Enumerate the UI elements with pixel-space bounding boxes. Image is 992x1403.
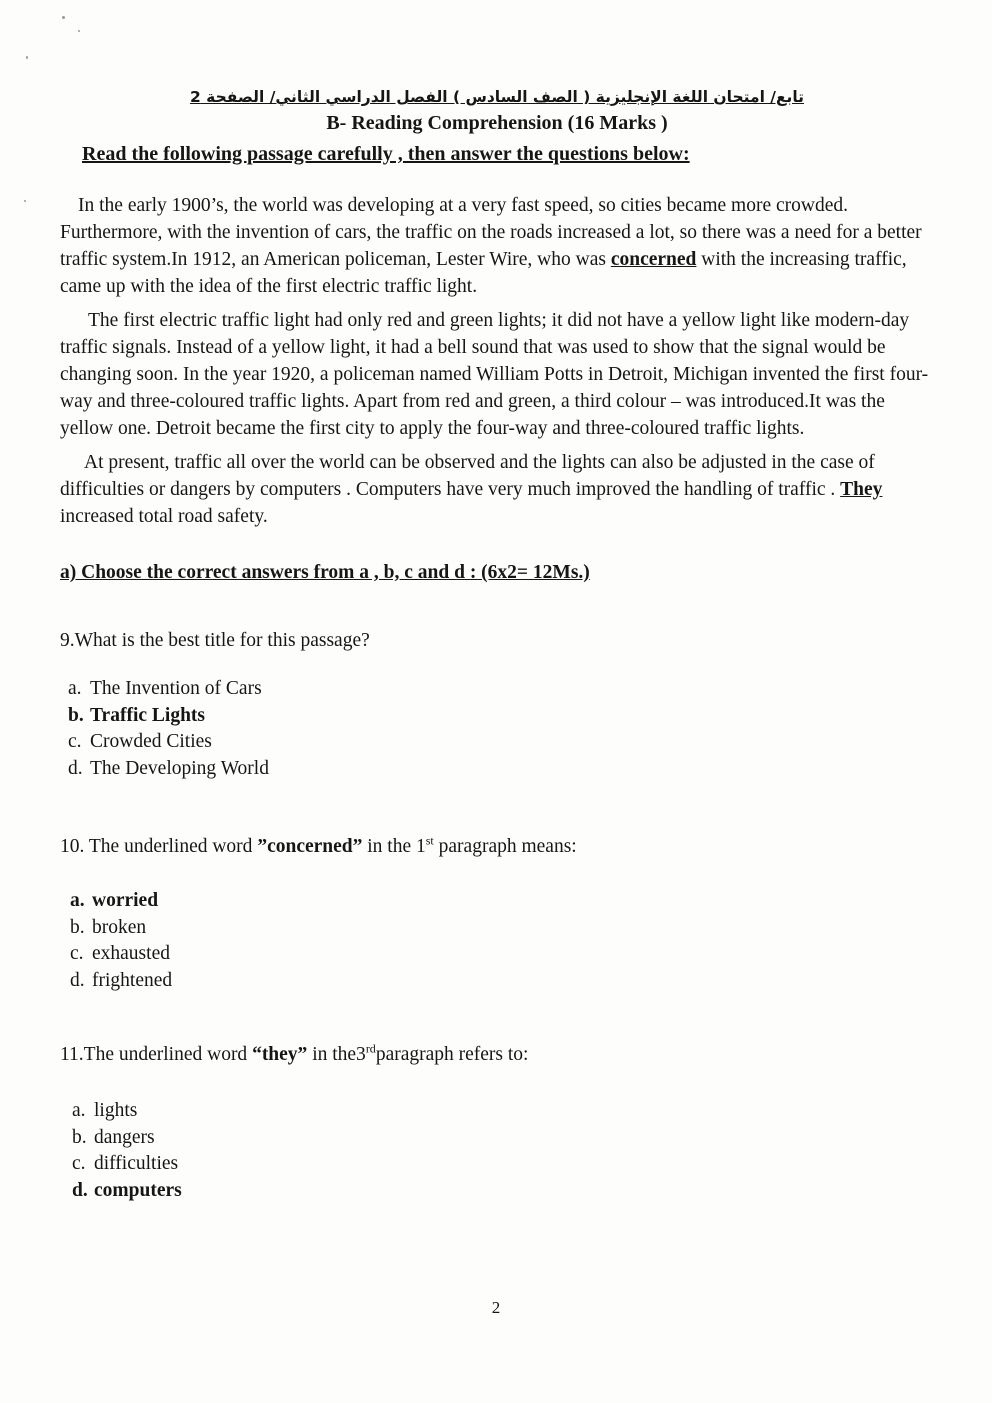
option-label: b. [72, 1126, 87, 1148]
option-text: worried [92, 890, 159, 911]
question-10-option-d [70, 968, 934, 995]
question-11-option-c [72, 1151, 934, 1178]
p1-text-after: with the increasing traffic, came up with the idea of the first electric traffic light. [60, 249, 907, 297]
page-number: 2 [491, 1298, 501, 1317]
option-label: a. [72, 1100, 86, 1121]
question-10-option-a [70, 888, 934, 915]
question-10-options [70, 888, 934, 994]
choose-answers-heading: a) Choose the correct answers from a , b, c and d : (6x2= 12Ms.) [60, 562, 590, 583]
p3-underlined-word: They [840, 479, 883, 500]
passage-instruction: Read the following passage carefully , then answer the questions below: [82, 143, 690, 165]
question-11-option-a [72, 1098, 934, 1125]
scan-speck [78, 30, 80, 32]
q10-quoted-word: ”concerned” [257, 836, 363, 857]
reading-passage [60, 192, 934, 530]
option-label: b. [68, 704, 84, 726]
question-11-stem [60, 1042, 934, 1068]
option-text: exhausted [92, 943, 170, 964]
question-9-option-a [68, 676, 934, 703]
option-label: a. [68, 678, 82, 699]
p1-underlined-word: concerned [610, 249, 697, 270]
question-10-stem [60, 834, 934, 860]
option-text: computers [94, 1179, 182, 1201]
q11-ordinal-suffix: rd [365, 1041, 376, 1056]
arabic-exam-header: تابع/ امتحان اللغة الإنجليزية ( الصف السادس ) الفصل الدراسي الثاني/ الصفحة 2 [189, 88, 804, 106]
q11-stem-text: paragraph refers to: [375, 1044, 529, 1065]
section-title: B- Reading Comprehension (16 Marks ) [326, 112, 668, 134]
option-label: b. [70, 916, 85, 938]
scan-speck [62, 16, 65, 19]
option-label: a. [70, 890, 85, 911]
option-label: d. [68, 757, 83, 779]
option-text: dangers [94, 1126, 155, 1148]
question-9-option-d [68, 756, 934, 783]
passage-paragraph-2: The first electric traffic light had only red and green lights; it did not have a yellow light like modern-day traffic signals. Instead of a yellow light, it had a bell sound that was used to show that the signal would be changing soon. In the year 1920, a policeman named William Potts in Detroit, Michigan invented the first four-way and three-coloured traffic lights. Apart from red and green, a third colour – was introduced.It was the yellow one. Detroit became the first city to apply the four-way and three-coloured traffic lights. [60, 310, 929, 439]
question-11-option-b [72, 1125, 934, 1152]
option-label: c. [72, 1153, 86, 1174]
question-9-option-b [68, 703, 934, 730]
p3-text-after: increased total road safety. [60, 506, 268, 527]
option-text: Crowded Cities [90, 731, 212, 752]
scan-speck [26, 56, 28, 59]
question-11-options [72, 1098, 934, 1204]
q11-quoted-word: “they” [252, 1044, 308, 1065]
option-label: c. [68, 731, 82, 752]
question-9-stem: 9.What is the best title for this passage? [60, 630, 370, 651]
option-text: frightened [92, 969, 173, 991]
scan-speck [24, 200, 26, 202]
q11-stem-text: 11.The underlined word [60, 1044, 253, 1065]
q11-stem-text: in the3 [307, 1044, 366, 1065]
option-text: The Developing World [90, 757, 269, 779]
option-label: d. [72, 1179, 88, 1201]
question-10-option-b [70, 915, 934, 942]
option-text: broken [92, 916, 147, 938]
option-text: The Invention of Cars [90, 678, 262, 699]
option-text: lights [94, 1100, 138, 1121]
q10-ordinal-suffix: st [425, 833, 434, 848]
passage-paragraph-3 [60, 449, 934, 530]
p3-text-before: At present, traffic all over the world can be observed and the lights can also be adjusted in the case of difficulties or dangers by computers . Computers have very much improved the handling of traffic . [60, 452, 875, 500]
option-text: Traffic Lights [90, 704, 206, 726]
option-label: c. [70, 943, 84, 964]
question-10-option-c [70, 941, 934, 968]
q10-stem-text: in the 1 [362, 836, 426, 857]
q10-stem-text: 10. The underlined word [60, 836, 258, 857]
question-9-options [68, 676, 934, 782]
option-text: difficulties [94, 1153, 179, 1174]
p1-text-before: In the early 1900’s, the world was developing at a very fast speed, so cities became more crowded. Furthermore, with the invention of cars, the traffic on the roads increased a lot, so there was a need for a better traffic system.In 1912, an American policeman, Lester Wire, who was [60, 195, 922, 270]
question-9-option-c [68, 729, 934, 756]
question-11-option-d [72, 1178, 934, 1205]
passage-paragraph-1 [60, 192, 934, 300]
option-label: d. [70, 969, 85, 991]
q10-stem-text: paragraph means: [433, 836, 577, 857]
